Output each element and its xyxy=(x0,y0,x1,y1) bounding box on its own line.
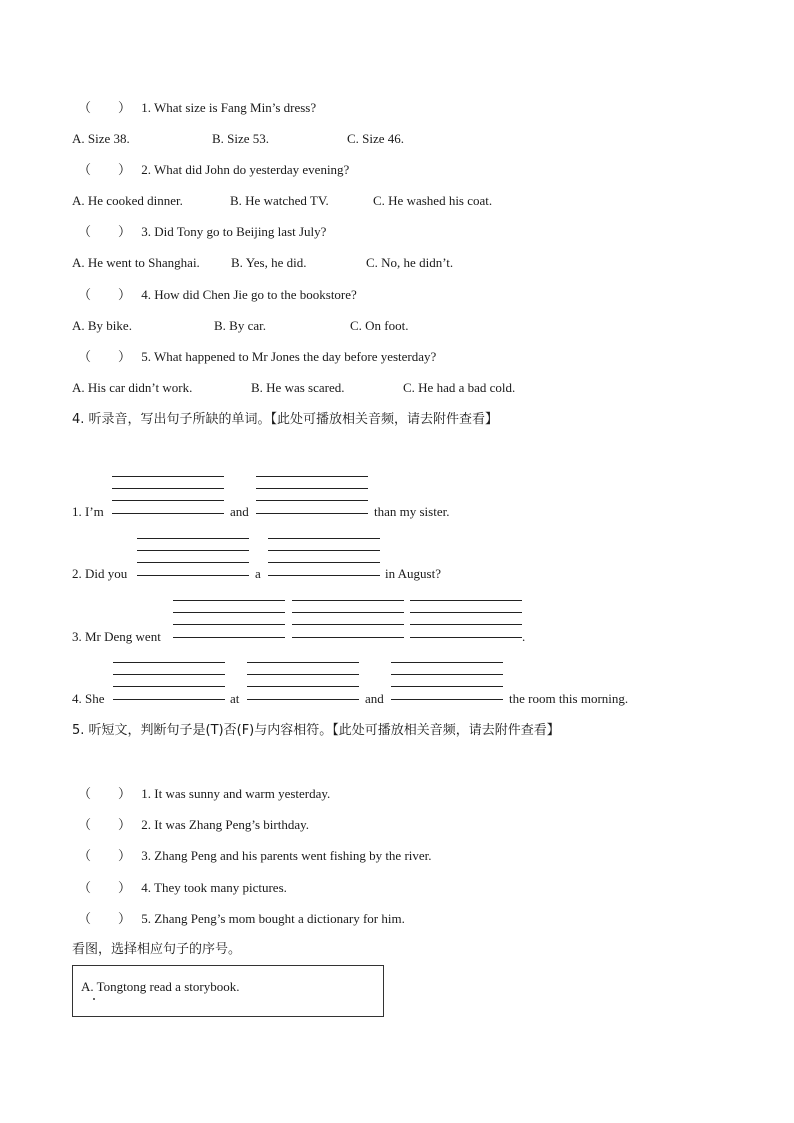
sentence-start: 4. She xyxy=(72,691,105,706)
answer-paren-close: ） xyxy=(118,881,132,896)
blank-line[interactable] xyxy=(391,686,503,687)
blank-line[interactable] xyxy=(113,662,225,663)
blank-line[interactable] xyxy=(112,513,224,514)
answer-paren-open[interactable]: （ xyxy=(78,881,92,896)
sentence-mid: at xyxy=(230,691,240,706)
blank-line[interactable] xyxy=(256,476,368,477)
blank-line[interactable] xyxy=(137,575,249,576)
tf-item-4 xyxy=(78,880,287,897)
tf-item-1 xyxy=(78,786,330,803)
option-a: A. Size 38. xyxy=(72,131,130,146)
blank-line[interactable] xyxy=(292,624,404,625)
blank-line[interactable] xyxy=(410,637,522,638)
blank-line[interactable] xyxy=(256,488,368,489)
blank-line[interactable] xyxy=(391,699,503,700)
sentence-mid: and xyxy=(230,504,249,519)
blank-line[interactable] xyxy=(113,686,225,687)
blank-line[interactable] xyxy=(410,624,522,625)
tf-statement: 5. Zhang Peng’s mom bought a dictionary for him. xyxy=(141,911,405,926)
blank-line[interactable] xyxy=(137,538,249,539)
question-text: 5. What happened to Mr Jones the day before yesterday? xyxy=(141,349,437,364)
picture-options-box xyxy=(72,965,384,1017)
blank-line[interactable] xyxy=(247,686,359,687)
tf-item-3 xyxy=(78,848,432,865)
blank-line[interactable] xyxy=(268,575,380,576)
sentence-end: . xyxy=(522,629,526,644)
answer-paren-close: ） xyxy=(118,350,132,365)
answer-paren-open[interactable]: （ xyxy=(78,787,92,802)
blank-line[interactable] xyxy=(247,674,359,675)
blank-line[interactable] xyxy=(292,612,404,613)
section-5-title: 5. 听短文，判断句子是(T)否(F)与内容相符。【此处可播放相关音频，请去附件查看】 xyxy=(72,723,560,738)
question-text: 4. How did Chen Jie go to the bookstore? xyxy=(141,287,357,302)
question-text: 2. What did John do yesterday evening? xyxy=(141,162,350,177)
sentence-start: 1. I’m xyxy=(72,504,104,519)
option-c: C. No, he didn’t. xyxy=(366,255,454,270)
blank-line[interactable] xyxy=(268,538,380,539)
tf-item-5 xyxy=(78,911,405,928)
answer-paren-close: ） xyxy=(118,288,132,303)
option-a: A. He went to Shanghai. xyxy=(72,255,200,270)
dot-mark xyxy=(93,998,95,1000)
blank-line[interactable] xyxy=(256,513,368,514)
blank-line[interactable] xyxy=(247,699,359,700)
blank-line[interactable] xyxy=(256,500,368,501)
answer-paren-open[interactable]: （ xyxy=(78,101,92,116)
blank-line[interactable] xyxy=(410,600,522,601)
option-b: B. Yes, he did. xyxy=(231,255,307,270)
sentence-mid: and xyxy=(365,691,384,706)
answer-paren-open[interactable]: （ xyxy=(78,163,92,178)
option-b: B. By car. xyxy=(214,318,266,333)
answer-paren-open[interactable]: （ xyxy=(78,225,92,240)
answer-paren-close: ） xyxy=(118,101,132,116)
blank-line[interactable] xyxy=(268,550,380,551)
option-a: A. His car didn’t work. xyxy=(72,380,193,395)
answer-paren-open[interactable]: （ xyxy=(78,288,92,303)
blank-line[interactable] xyxy=(247,662,359,663)
answer-paren-open[interactable]: （ xyxy=(78,818,92,833)
blank-line[interactable] xyxy=(391,674,503,675)
answer-paren-close: ） xyxy=(118,163,132,178)
answer-paren-close: ） xyxy=(118,818,132,833)
tf-item-2 xyxy=(78,817,309,834)
blank-line[interactable] xyxy=(112,500,224,501)
blank-line[interactable] xyxy=(292,600,404,601)
answer-paren-close: ） xyxy=(118,849,132,864)
tf-statement: 4. They took many pictures. xyxy=(141,880,287,895)
option-a: A. By bike. xyxy=(72,318,132,333)
answer-paren-open[interactable]: （ xyxy=(78,912,92,927)
option-c: C. He washed his coat. xyxy=(373,193,493,208)
option-c: C. Size 46. xyxy=(347,131,405,146)
option-b: B. He was scared. xyxy=(251,380,345,395)
answer-paren-close: ） xyxy=(118,787,132,802)
sentence-start: 2. Did you xyxy=(72,566,128,581)
blank-line[interactable] xyxy=(137,562,249,563)
sentence-end: the room this morning. xyxy=(509,691,629,706)
blank-line[interactable] xyxy=(112,488,224,489)
blank-line[interactable] xyxy=(173,637,285,638)
question-text: 3. Did Tony go to Beijing last July? xyxy=(141,224,327,239)
blank-line[interactable] xyxy=(173,600,285,601)
option-b: B. He watched TV. xyxy=(230,193,329,208)
question-text: 1. What size is Fang Min’s dress? xyxy=(141,100,317,115)
answer-paren-open[interactable]: （ xyxy=(78,350,92,365)
sentence-end: than my sister. xyxy=(374,504,450,519)
blank-line[interactable] xyxy=(173,612,285,613)
blank-line[interactable] xyxy=(292,637,404,638)
section-6-title: 看图，选择相应句子的序号。 xyxy=(72,942,242,957)
blank-line[interactable] xyxy=(410,612,522,613)
sentence-start: 3. Mr Deng went xyxy=(72,629,161,644)
answer-paren-close: ） xyxy=(118,912,132,927)
tf-statement: 3. Zhang Peng and his parents went fishing by the river. xyxy=(141,848,432,863)
answer-paren-close: ） xyxy=(118,225,132,240)
blank-line[interactable] xyxy=(113,699,225,700)
option-b: B. Size 53. xyxy=(212,131,270,146)
option-sentence-a: A. Tongtong read a storybook. xyxy=(81,979,240,994)
blank-line[interactable] xyxy=(113,674,225,675)
blank-line[interactable] xyxy=(112,476,224,477)
tf-statement: 2. It was Zhang Peng’s birthday. xyxy=(141,817,310,832)
sentence-end: in August? xyxy=(385,566,441,581)
blank-line[interactable] xyxy=(173,624,285,625)
option-c: C. On foot. xyxy=(350,318,409,333)
sentence-mid: a xyxy=(255,566,261,581)
section-4-title: 4. 听录音，写出句子所缺的单词。【此处可播放相关音频，请去附件查看】 xyxy=(72,412,499,427)
blank-line[interactable] xyxy=(391,662,503,663)
option-c: C. He had a bad cold. xyxy=(403,380,516,395)
blank-line[interactable] xyxy=(268,562,380,563)
tf-statement: 1. It was sunny and warm yesterday. xyxy=(141,786,331,801)
option-a: A. He cooked dinner. xyxy=(72,193,183,208)
answer-paren-open[interactable]: （ xyxy=(78,849,92,864)
blank-line[interactable] xyxy=(137,550,249,551)
